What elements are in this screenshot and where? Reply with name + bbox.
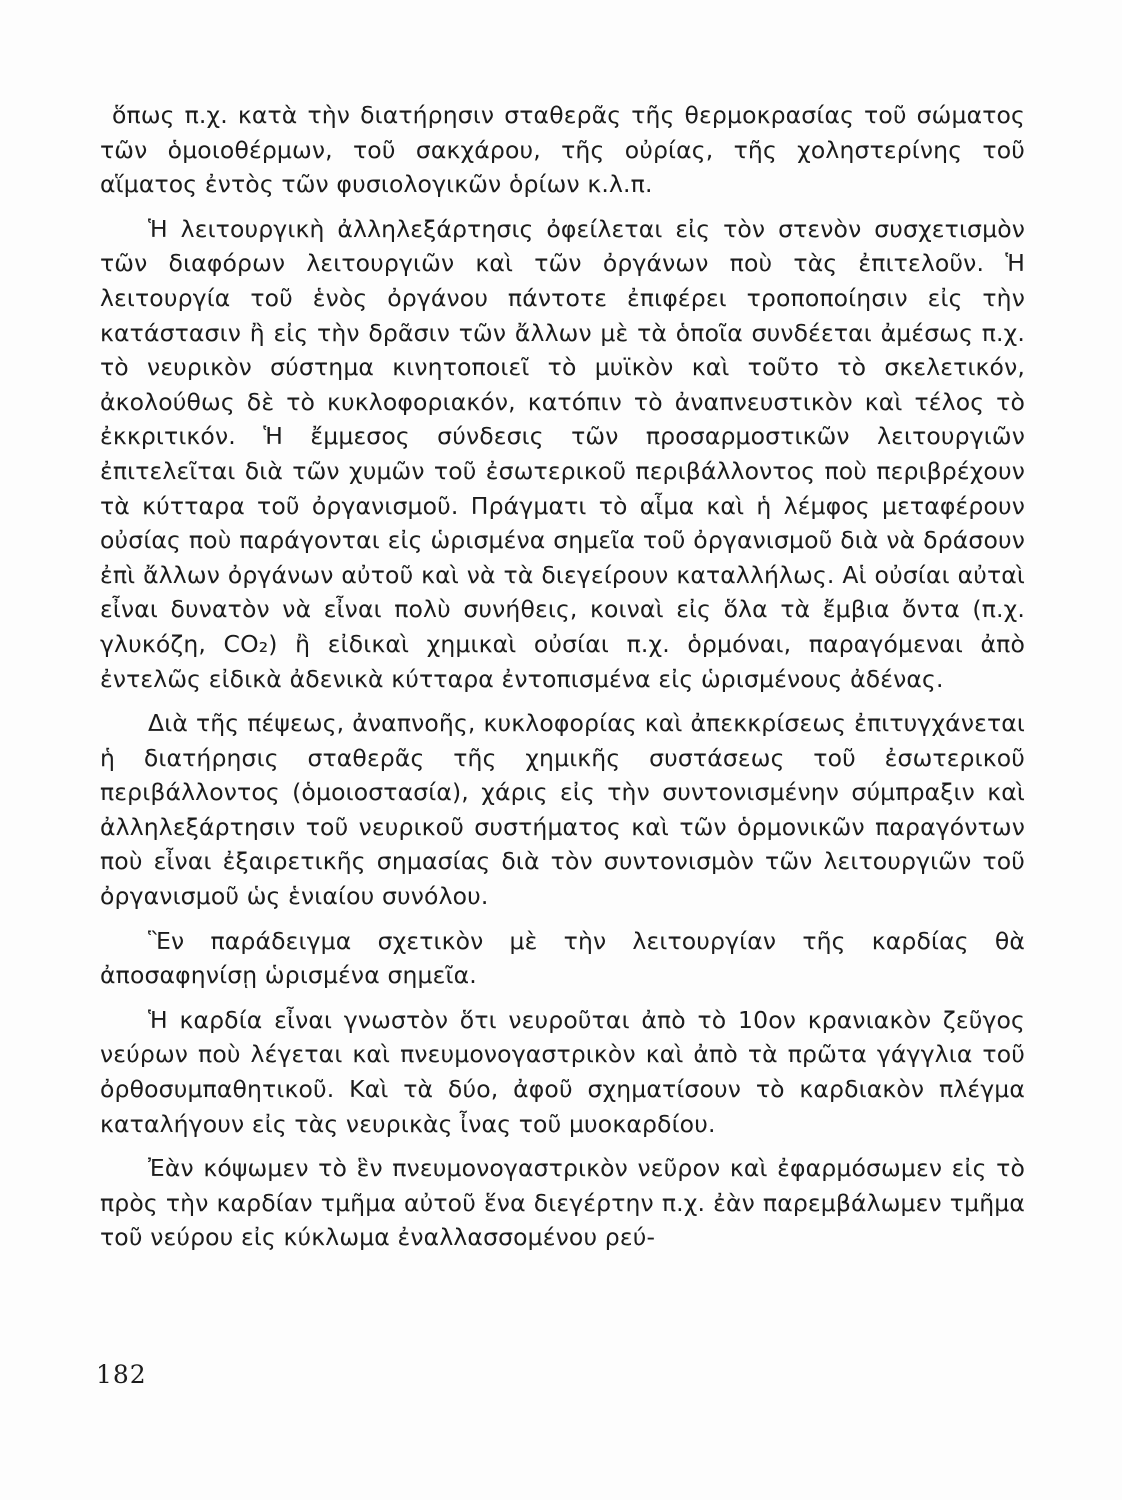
body-text bbox=[100, 98, 1025, 1265]
page-number: 182 bbox=[96, 1360, 147, 1389]
paragraph-2: Ἡ λειτουργικὴ ἀλληλεξάρτησις ὀφείλεται εἰς τὸν στενὸν συσχετισμὸν τῶν διαφόρων λειτουργιῶν καὶ τῶν ὀργάνων ποὺ τὰς ἐπιτελοῦν. Ἡ λειτουργία τοῦ ἑνὸς ὀργάνου πάντοτε ἐπιφέρει τροποποίησιν εἰς τὴν κατάστασιν ἢ εἰς τὴν δρᾶσιν τῶν ἄλλων μὲ τὰ ὁποῖα συνδέεται ἀμέσως π.χ. τὸ νευρικὸν σύστημα κινητοποιεῖ τὸ μυϊκὸν καὶ τοῦτο τὸ σκελετικόν, ἀκολούθως δὲ τὸ κυκλοφοριακόν, κατόπιν τὸ ἀναπνευστικὸν καὶ τέλος τὸ ἐκκριτικόν. Ἡ ἔμμεσος σύνδεσις τῶν προσαρμοστικῶν λειτουργιῶν ἐπιτελεῖται διὰ τῶν χυμῶν τοῦ ἐσωτερικοῦ περιβάλλοντος ποὺ περιβρέχουν τὰ κύτταρα τοῦ ὀργανισμοῦ. Πράγματι τὸ αἷμα καὶ ἡ λέμφος μεταφέρουν οὐσίας ποὺ παράγονται εἰς ὡρισμένα σημεῖα τοῦ ὀργανισμοῦ διὰ νὰ δράσουν ἐπὶ ἄλλων ὀργάνων αὐτοῦ καὶ νὰ τὰ διεγείρουν καταλλήλως. Αἱ οὐσίαι αὐταὶ εἶναι δυνατὸν νὰ εἶναι πολὺ συνήθεις, κοιναὶ εἰς ὅλα τὰ ἔμβια ὄντα (π.χ. γλυκόζη, CO₂) ἢ εἰδικαὶ χημικαὶ οὐσίαι π.χ. ὁρμόναι, παραγόμεναι ἀπὸ ἐντελῶς εἰδικὰ ἀδενικὰ κύτταρα ἐντοπισμένα εἰς ὡρισμένους ἀδένας. bbox=[100, 214, 1025, 693]
paragraph-1: ὅπως π.χ. κατὰ τὴν διατήρησιν σταθερᾶς τῆς θερμοκρασίας τοῦ σώματος τῶν ὁμοιοθέρμων, τοῦ σακχάρου, τῆς οὐρίας, τῆς χοληστερίνης τοῦ αἵματος ἐντὸς τῶν φυσιολογικῶν ὁρίων κ.λ.π. bbox=[100, 101, 1025, 199]
paragraph-5: Ἡ καρδία εἶναι γνωστὸν ὅτι νευροῦται ἀπὸ τὸ 10ον κρανιακὸν ζεῦγος νεύρων ποὺ λέγεται καὶ πνευμονογαστρικὸν καὶ ἀπὸ τὰ πρῶτα γάγγλια τοῦ ὀρθοσυμπαθητικοῦ. Καὶ τὰ δύο, ἀφοῦ σχηματίσουν τὸ καρδιακὸν πλέγμα καταλήγουν εἰς τὰς νευρικὰς ἶνας τοῦ μυοκαρδίου. bbox=[100, 1005, 1025, 1138]
paragraph-6: Ἐὰν κόψωμεν τὸ ἓν πνευμονογαστρικὸν νεῦρον καὶ ἐφαρμόσωμεν εἰς τὸ πρὸς τὴν καρδίαν τμῆμα αὐτοῦ ἕνα διεγέρτην π.χ. ἐὰν παρεμβάλωμεν τμῆμα τοῦ νεύρου εἰς κύκλωμα ἐναλλασσομένου ρεύ- bbox=[100, 1154, 1025, 1252]
paragraph-3: Διὰ τῆς πέψεως, ἀναπνοῆς, κυκλοφορίας καὶ ἀπεκκρίσεως ἐπιτυγχάνεται ἡ διατήρησις σταθερᾶς τῆς χημικῆς συστάσεως τοῦ ἐσωτερικοῦ περιβάλλοντος (ὁμοιοστασία), χάρις εἰς τὴν συντονισμένην σύμπραξιν καὶ ἀλληλεξάρτησιν τοῦ νευρικοῦ συστήματος καὶ τῶν ὁρμονικῶν παραγόντων ποὺ εἶναι ἐξαιρετικῆς σημασίας διὰ τὸν συντονισμὸν τῶν λειτουργιῶν τοῦ ὀργανισμοῦ ὡς ἑνιαίου συνόλου. bbox=[100, 709, 1025, 911]
paragraph-4: Ἓν παράδειγμα σχετικὸν μὲ τὴν λειτουργίαν τῆς καρδίας θὰ ἀποσαφηνίσῃ ὡρισμένα σημεῖα. bbox=[100, 926, 1025, 990]
